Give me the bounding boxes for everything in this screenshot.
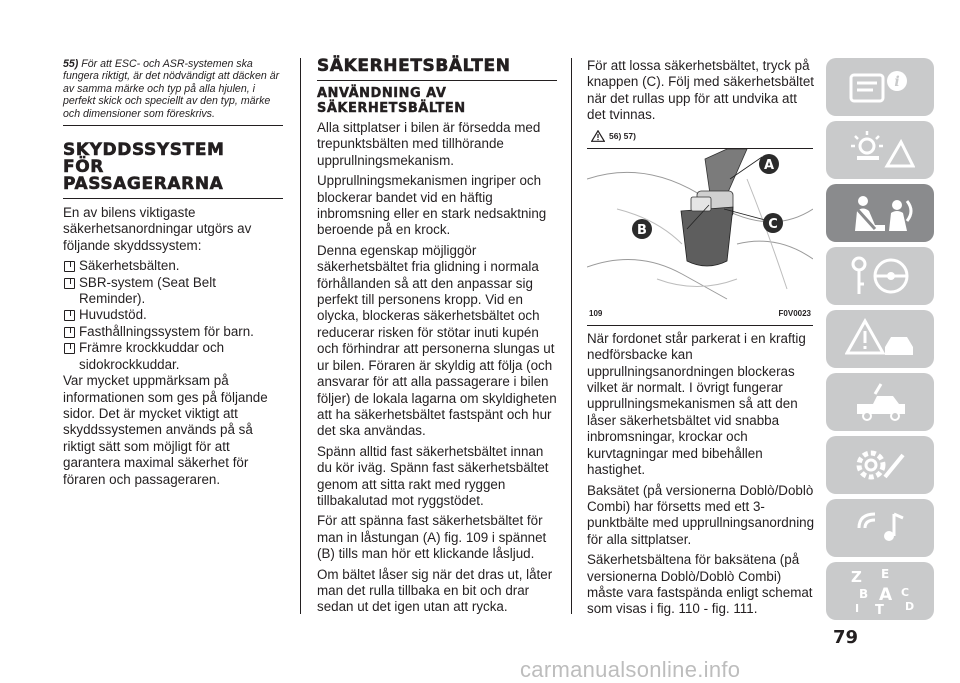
list-item-text: Fasthållningssystem för barn.: [79, 323, 254, 339]
svg-text:Z: Z: [851, 568, 862, 586]
info-icon: [845, 65, 915, 109]
warning-refs-text: 56) 57): [609, 130, 636, 141]
svg-text:I: I: [855, 602, 860, 615]
paragraph: Upprullningsmekanismen ingriper och blockerar bandet vid en häftig inbromsning eller en stark nedsaktning beroende på en krock.: [317, 173, 547, 238]
list-item: [63, 324, 283, 340]
bullet-icon: [64, 343, 75, 354]
list-item-text: Huvudstöd.: [79, 307, 147, 323]
subtitle-line-2: SÄKERHETSBÄLTEN: [317, 100, 466, 116]
paragraph: För att spänna fast säkerhetsbältet för man in låstungan (A) fig. 109 i spännet (B) tills man hör ett klickande låsljud.: [317, 513, 547, 562]
svg-text:B: B: [859, 587, 869, 601]
multimedia-icon: [845, 506, 915, 550]
paragraph: Spänn alltid fast säkerhetsbältet innan du kör iväg. Spänn fast säkerhetsbältet genom att sitta rakt med ryggen tillbakalutad mot ryggstödet.: [317, 443, 549, 508]
chapter-tabs: [826, 58, 938, 625]
label-a: A: [763, 158, 775, 174]
title-line-2: FÖR: [63, 157, 104, 178]
figure-caption: [587, 305, 813, 324]
subsection-title: [317, 87, 557, 116]
tab-multimedia[interactable]: [826, 499, 934, 557]
paragraph: Denna egenskap möjliggör säkerhetsbältet fria glidning i normala förhållanden så att den anpassar sig perfekt till personens kropp. Vid en olycka, blockeras säkerhetsbältet och reducerar risken för stötar inuti kupén och förhindrar att personerna slungas ut ur bilen. Föraren är skyldig att följa (och ansvarar för att alla passagerare i bilen följer) de lokala lagarna om skyldigheten att ha säkerhetsbältet fastspänt och hur det ska användas.: [317, 242, 557, 439]
svg-text:C: C: [901, 586, 910, 599]
tab-starting-driving[interactable]: [826, 247, 934, 305]
figure-109: [587, 148, 813, 326]
list-item-text: Säkerhetsbälten.: [79, 258, 180, 274]
paragraph: Säkerhetsbältena för baksätena (på versionerna Doblò/Doblò Combi) måste vara fastspända enligt schemat som visas i fig. 110 - fig. 111.: [587, 552, 813, 617]
warning-triangle-icon: [845, 317, 915, 361]
section-title-seatbelts: SÄKERHETSBÄLTEN: [317, 58, 557, 81]
tab-index[interactable]: [826, 562, 934, 620]
svg-text:T: T: [875, 603, 884, 616]
paragraph: När fordonet står parkerat i en kraftig nedförsbacke kan upprullningsanordningen blockeras vilket är normalt. I övrigt fungerar upprullningsmekanismen så att den låser säkerhetsbältet vid snabba inbromsningar, krockar och kurvtagningar med bibehållen hastighet.: [587, 330, 806, 478]
middle-column: [317, 58, 557, 620]
watermark: carmanualsonline.info: [520, 657, 741, 682]
svg-text:i: i: [894, 74, 900, 90]
paragraph: Baksätet (på versionerna Doblò/Doblò Combi) har försetts med ett 3-punktbälte med upprullningsanordning för alla sittplatser.: [587, 482, 815, 547]
paragraph: För att lossa säkerhetsbältet, tryck på knappen (C). Följ med säkerhetsbältet när det rullas upp för att undvika att det tvinnas.: [587, 58, 815, 123]
svg-text:D: D: [905, 600, 915, 613]
column-divider: [571, 58, 572, 614]
list-item: [63, 258, 283, 274]
note-text: För att ESC- och ASR-systemen ska fungera riktigt, är det nödvändigt att däcken är av samma märke och typ på alla hjulen, i perfekt skick och speciellt av den typ, märke och dimensioner som föreskrivs.: [63, 58, 280, 120]
section-title-protection: [63, 142, 283, 199]
title-line-1: SKYDDSSYSTEM: [63, 140, 225, 161]
paragraph: Alla sittplatser i bilen är försedda med trepunktsbälten med tillhörande upprullningsmekanism.: [317, 120, 541, 168]
bullet-icon: [64, 310, 75, 321]
svg-text:A: A: [879, 585, 893, 605]
bullet-icon: [64, 278, 75, 289]
list-item-text: SBR-system (Seat Belt Reminder).: [79, 274, 216, 307]
note-number: 55): [63, 58, 79, 70]
key-steering-icon: [845, 254, 915, 298]
warning-triangle-icon: [591, 130, 605, 142]
left-column: [63, 58, 283, 492]
label-c: C: [768, 217, 778, 233]
right-column: [587, 58, 817, 622]
tab-dashboard-lights[interactable]: [826, 121, 934, 179]
gear-wrench-icon: [845, 443, 915, 487]
bullet-icon: [64, 327, 75, 338]
dashboard-lights-icon: [845, 128, 915, 172]
attention-paragraph: Var mycket uppmärksam på informationen som ges på följande sidor. Det är mycket viktigt att skyddssystemen används på så riktigt sätt som möjligt för att garantera maximal säkerhet för föraren och passageraren.: [63, 373, 268, 487]
list-item: [63, 340, 283, 373]
svg-text:E: E: [881, 567, 890, 581]
title-line-3: PASSAGERARNA: [63, 174, 224, 195]
tab-technical-data[interactable]: [826, 436, 934, 494]
tab-emergency[interactable]: [826, 310, 934, 368]
list-item-text: Främre krockkuddar och sidokrockkuddar.: [79, 340, 225, 372]
column-divider: [300, 58, 301, 614]
tab-info[interactable]: [826, 58, 934, 116]
tab-maintenance[interactable]: [826, 373, 934, 431]
label-b: B: [637, 223, 647, 239]
page-number: 79: [833, 627, 859, 648]
paragraph: Om bältet låser sig när det dras ut, låter man det rulla tillbaka en bit och drar sedan ut det igen utan att rycka.: [317, 566, 553, 615]
figure-code: F0V0023: [778, 309, 811, 319]
note-55: [63, 58, 283, 126]
intro-paragraph: En av bilens viktigaste säkerhetsanordningar utgörs av följande skyddssystem:: [63, 205, 252, 253]
subtitle-line-1: ANVÄNDNING AV: [317, 86, 447, 101]
list-item: [63, 307, 283, 323]
bullet-icon: [64, 261, 75, 272]
seatbelt-airbag-icon: [845, 191, 915, 235]
tab-safety[interactable]: [826, 184, 934, 242]
list-item: [63, 275, 283, 308]
figure-number: 109: [589, 309, 603, 319]
index-letters-icon: [845, 566, 915, 616]
seatbelt-buckle-illustration: [587, 149, 813, 301]
warning-references: [591, 128, 817, 144]
wrench-car-icon: [845, 380, 915, 424]
